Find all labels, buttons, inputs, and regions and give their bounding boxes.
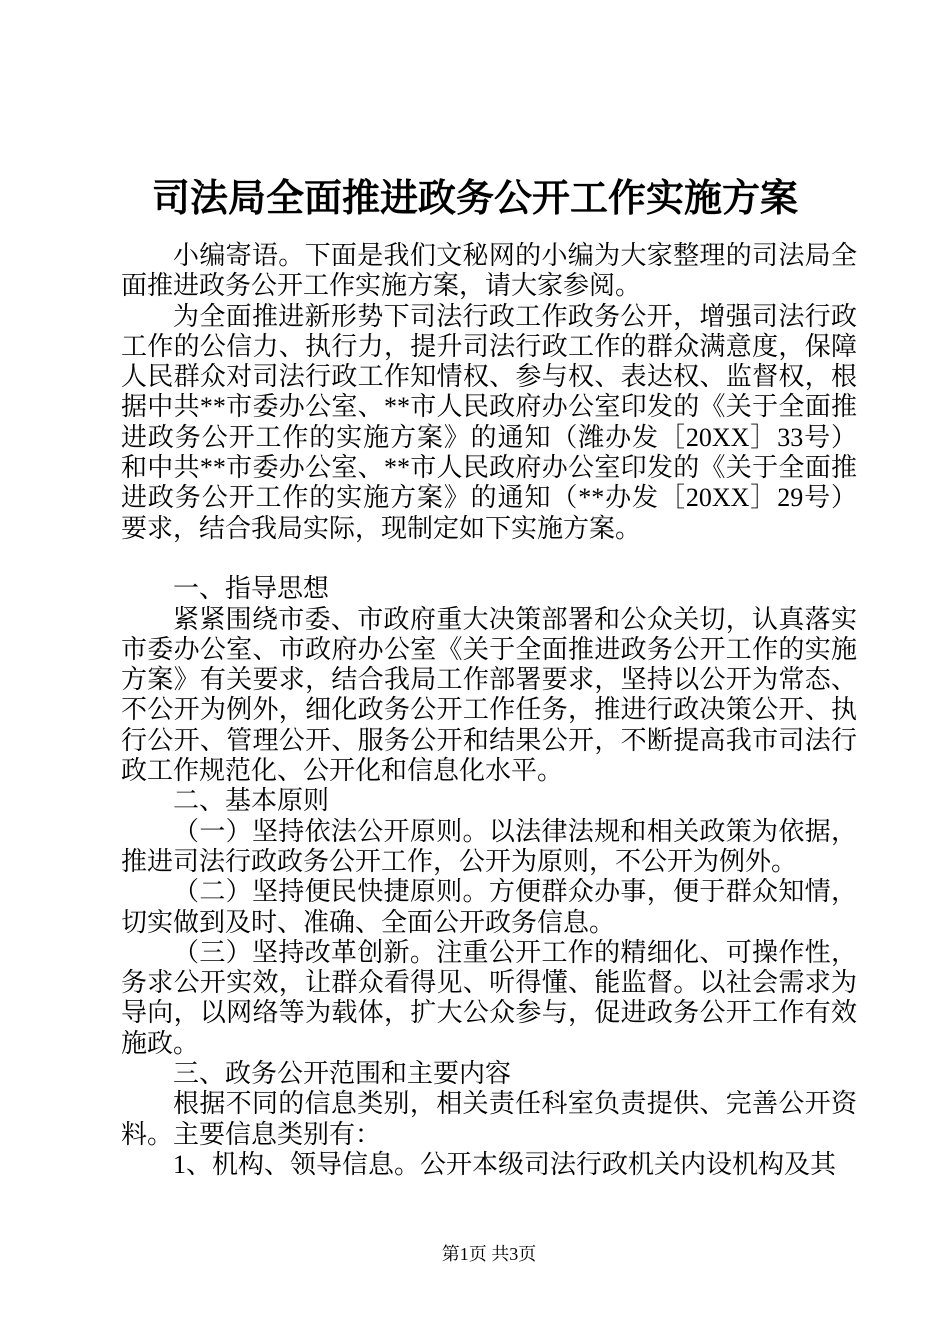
paragraph-principle-lawful-disclosure: （一）坚持依法公开原则。以法律法规和相关政策为依据，推进司法行政政务公开工作，公开为原则，不公开为例外。 xyxy=(121,816,857,876)
page-footer xyxy=(121,1243,857,1265)
paragraph-editor-note: 小编寄语。下面是我们文秘网的小编为大家整理的司法局全面推进政务公开工作实施方案，请大家参阅。 xyxy=(121,241,857,301)
heading-guiding-ideology: 一、指导思想 xyxy=(173,574,330,604)
heading-scope-and-content: 三、政务公开范围和主要内容 xyxy=(173,1059,512,1089)
paragraph-item-organization-info: 1、机构、领导信息。公开本级司法行政机关内设机构及其 xyxy=(173,1149,837,1179)
heading-basic-principles: 二、基本原则 xyxy=(173,786,330,816)
paragraph-scope-intro: 根据不同的信息类别，相关责任科室负责提供、完善公开资料。主要信息类别有： xyxy=(121,1089,857,1149)
paragraph-guiding-ideology: 紧紧围绕市委、市政府重大决策部署和公众关切，认真落实市委办公室、市政府办公室《关于全面推进政务公开工作的实施方案》有关要求，结合我局工作部署要求，坚持以公开为常态、不公开为例外，细化政务公开工作任务，推进行政决策公开、执行公开、管理公开、服务公开和结果公开，不断提高我市司法行政工作规范化、公开化和信息化水平。 xyxy=(121,604,857,786)
document-title: 司法局全面推进政务公开工作实施方案 xyxy=(151,178,798,220)
paragraph-preamble: 为全面推进新形势下司法行政工作政务公开，增强司法行政工作的公信力、执行力，提升司法行政工作的群众满意度，保障人民群众对司法行政工作知情权、参与权、表达权、监督权，根据中共**市委办公室、**市人民政府办公室印发的《关于全面推进政务公开工作的实施方案》的通知（潍办发［20XX］33号）和中共**市委办公室、**市人民政府办公室印发的《关于全面推进政务公开工作的实施方案》的通知（**办发［20XX］29号）要求，结合我局实际，现制定如下实施方案。 xyxy=(121,301,857,543)
page-number-indicator: 第1页 共3页 xyxy=(441,1244,537,1264)
paragraph-principle-convenience: （二）坚持便民快捷原则。方便群众办事，便于群众知情，切实做到及时、准确、全面公开政务信息。 xyxy=(121,877,857,937)
document-body xyxy=(121,241,857,1180)
paragraph-principle-reform-innovation: （三）坚持改革创新。注重公开工作的精细化、可操作性，务求公开实效，让群众看得见、听得懂、能监督。以社会需求为导向，以网络等为载体，扩大公众参与，促进政务公开工作有效施政。 xyxy=(121,937,857,1058)
